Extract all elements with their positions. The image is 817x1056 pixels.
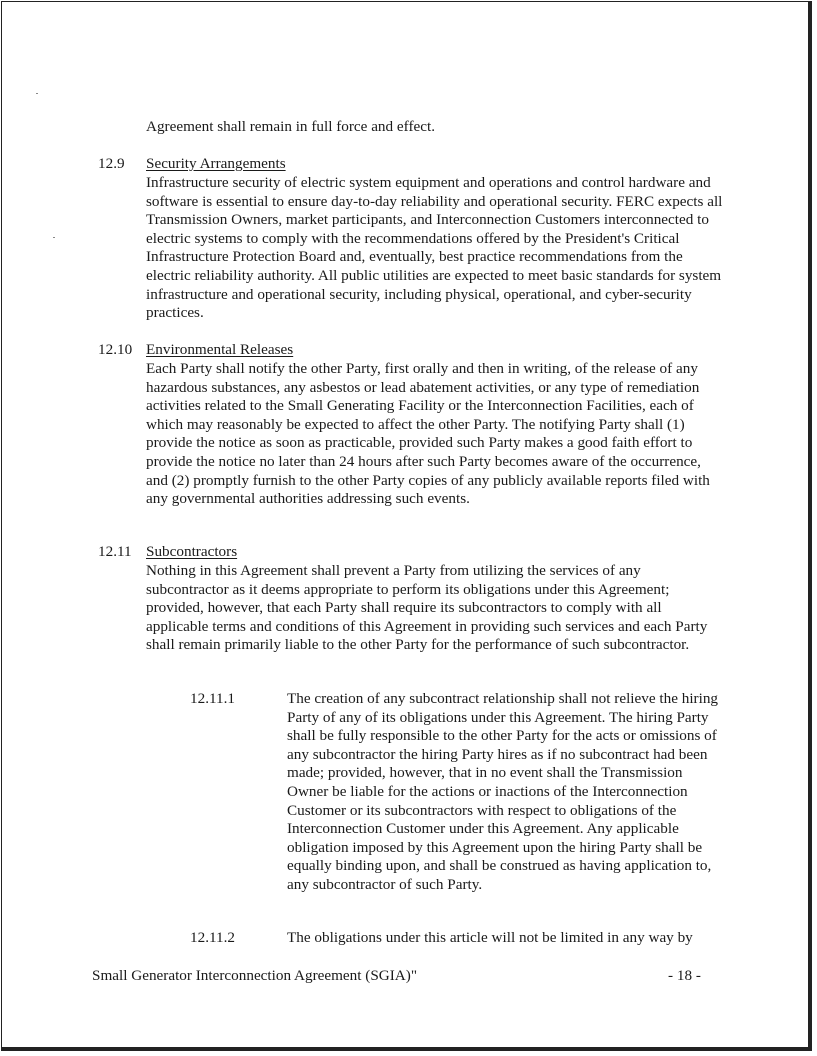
subsection-number: 12.11.1 xyxy=(190,690,235,707)
section-body: Each Party shall notify the other Party, first orally and then in writing, of the release of any hazardous substances, any asbestos or lead abatement activities, or any type of remediation activities related to the Small Generating Facility or the Interconnection Facilities, each of which may reasonably be expected to affect the other Party. The notifying Party shall (1) provide the notice as soon as practicable, provided such Party makes a good faith effort to provide the notice no later than 24 hours after such Party becomes aware of the occurrence, and (2) promptly furnish to the other Party copies of any publicly available reports filed with any governmental authorities addressing such events. xyxy=(146,360,710,508)
footer-title: Small Generator Interconnection Agreement (SGIA)" xyxy=(92,967,418,984)
section-title: Environmental Releases xyxy=(146,341,294,358)
page-number: - 18 - xyxy=(668,967,701,984)
section-body: Nothing in this Agreement shall prevent a Party from utilizing the services of any subcontractor as it deems appropriate to perform its obligations under this Agreement; provided, however, that each Party shall require its subcontractors to comply with all applicable terms and conditions of this Agreement in providing such services and each Party shall remain primarily liable to the other Party for the performance of such subcontractor. xyxy=(146,562,708,654)
section-title: Security Arrangements xyxy=(146,155,286,172)
section-title: Subcontractors xyxy=(146,543,238,560)
section-number: 12.10 xyxy=(98,341,133,358)
subsection-body: The obligations under this article will not be limited in any way by xyxy=(287,929,693,946)
scan-speck xyxy=(36,93,38,94)
scan-speck xyxy=(53,237,55,238)
section-body: Infrastructure security of electric system equipment and operations and control hardware and software is essential to ensure day-to-day reliability and operational security. FERC expects all Transmission Owners, market participants, and Interconnection Customers interconnected to electric systems to comply with the recommendations offered by the President's Critical Infrastructure Protection Board and, eventually, best practice recommendations from the electric reliability authority. All public utilities are expected to meet basic standards for system infrastructure and operational security, including physical, operational, and cyber-security practices. xyxy=(146,174,723,322)
section-number: 12.9 xyxy=(98,155,125,172)
subsection-number: 12.11.2 xyxy=(190,929,235,946)
continuation-text: Agreement shall remain in full force and effect. xyxy=(146,118,435,135)
section-number: 12.11 xyxy=(98,543,132,560)
subsection-body: The creation of any subcontract relationship shall not relieve the hiring Party of any of its obligations under this Agreement. The hiring Party shall be fully responsible to the other Party for the acts or omissions of any subcontractor the hiring Party hires as if no subcontract had been made; provided, however, that in no event shall the Transmission Owner be liable for the actions or inactions of the Interconnection Customer or its subcontractors with respect to obligations of the Interconnection Customer under this Agreement. Any applicable obligation imposed by this Agreement upon the hiring Party shall be equally binding upon, and shall be construed as having application to, any subcontractor of such Party. xyxy=(287,690,719,893)
